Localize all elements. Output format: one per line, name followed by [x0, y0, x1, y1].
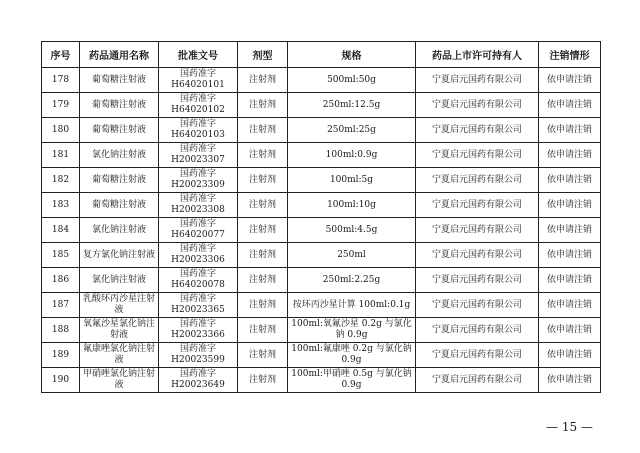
row-number: 180: [42, 118, 80, 143]
license-holder: 宁夏启元国药有限公司: [416, 343, 539, 368]
row-number: 183: [42, 193, 80, 218]
header-cell: 序号: [42, 42, 80, 68]
drug-name: 复方氯化钠注射液: [80, 243, 159, 268]
approval-prefix: 国药准字: [179, 119, 216, 129]
approval-number: [159, 343, 238, 368]
cancellation-status: 依申请注销: [539, 268, 601, 293]
approval-code: H20023307: [171, 155, 225, 165]
drug-name: 葡萄糖注射液: [80, 168, 159, 193]
drug-cancellation-table: [41, 41, 601, 393]
dosage-form: 注射剂: [238, 93, 288, 118]
table-row: [42, 218, 601, 243]
drug-name: 甲硝唑氯化钠注射液: [80, 368, 159, 393]
header-cell: 药品通用名称: [80, 42, 159, 68]
dosage-form: 注射剂: [238, 218, 288, 243]
approval-code: H20023366: [171, 330, 225, 340]
approval-code: H20023649: [171, 380, 225, 390]
approval-prefix: 国药准字: [179, 269, 216, 279]
approval-code: H64020101: [171, 80, 225, 90]
specification: 100ml:5g: [288, 168, 416, 193]
approval-code: H20023365: [171, 305, 225, 315]
table-row: [42, 318, 601, 343]
approval-code: H20023309: [171, 180, 225, 190]
drug-name: 氟康唑氯化钠注射液: [80, 343, 159, 368]
approval-code: H20023599: [171, 355, 225, 365]
dosage-form: 注射剂: [238, 368, 288, 393]
cancellation-status: 依申请注销: [539, 93, 601, 118]
dosage-form: 注射剂: [238, 143, 288, 168]
license-holder: 宁夏启元国药有限公司: [416, 268, 539, 293]
dosage-form: 注射剂: [238, 318, 288, 343]
approval-code: H20023306: [171, 255, 225, 265]
specification: 250ml:12.5g: [288, 93, 416, 118]
row-number: 188: [42, 318, 80, 343]
table-header-row: [42, 42, 601, 68]
specification: 100ml:10g: [288, 193, 416, 218]
license-holder: 宁夏启元国药有限公司: [416, 218, 539, 243]
table-row: [42, 143, 601, 168]
header-cell: 剂型: [238, 42, 288, 68]
approval-number: [159, 168, 238, 193]
drug-name: 氧氟沙星氯化钠注射液: [80, 318, 159, 343]
row-number: 187: [42, 293, 80, 318]
cancellation-status: 依申请注销: [539, 243, 601, 268]
row-number: 178: [42, 68, 80, 93]
dosage-form: 注射剂: [238, 293, 288, 318]
cancellation-status: 依申请注销: [539, 318, 601, 343]
drug-name: 葡萄糖注射液: [80, 68, 159, 93]
cancellation-status: 依申请注销: [539, 218, 601, 243]
approval-number: [159, 68, 238, 93]
specification: 250ml:25g: [288, 118, 416, 143]
approval-prefix: 国药准字: [179, 244, 216, 254]
cancellation-status: 依申请注销: [539, 193, 601, 218]
approval-number: [159, 193, 238, 218]
cancellation-status: 依申请注销: [539, 368, 601, 393]
license-holder: 宁夏启元国药有限公司: [416, 68, 539, 93]
approval-prefix: 国药准字: [179, 319, 216, 329]
approval-number: [159, 243, 238, 268]
cancellation-status: 依申请注销: [539, 68, 601, 93]
row-number: 185: [42, 243, 80, 268]
drug-name: 乳酸环丙沙星注射液: [80, 293, 159, 318]
license-holder: 宁夏启元国药有限公司: [416, 318, 539, 343]
table-row: [42, 118, 601, 143]
license-holder: 宁夏启元国药有限公司: [416, 243, 539, 268]
table-row: [42, 193, 601, 218]
license-holder: 宁夏启元国药有限公司: [416, 293, 539, 318]
drug-name: 葡萄糖注射液: [80, 118, 159, 143]
approval-code: H64020077: [171, 230, 225, 240]
specification: 500ml:4.5g: [288, 218, 416, 243]
approval-prefix: 国药准字: [179, 144, 216, 154]
specification: 100ml:甲硝唑 0.5g 与氯化钠 0.9g: [288, 368, 416, 393]
license-holder: 宁夏启元国药有限公司: [416, 368, 539, 393]
license-holder: 宁夏启元国药有限公司: [416, 168, 539, 193]
approval-code: H64020102: [171, 105, 225, 115]
approval-prefix: 国药准字: [179, 194, 216, 204]
license-holder: 宁夏启元国药有限公司: [416, 93, 539, 118]
dosage-form: 注射剂: [238, 343, 288, 368]
approval-code: H64020103: [171, 130, 225, 140]
cancellation-status: 依申请注销: [539, 168, 601, 193]
table-row: [42, 368, 601, 393]
dosage-form: 注射剂: [238, 193, 288, 218]
row-number: 179: [42, 93, 80, 118]
approval-number: [159, 118, 238, 143]
license-holder: 宁夏启元国药有限公司: [416, 193, 539, 218]
row-number: 189: [42, 343, 80, 368]
specification: 100ml:氧氟沙星 0.2g 与氯化钠 0.9g: [288, 318, 416, 343]
approval-number: [159, 93, 238, 118]
approval-number: [159, 143, 238, 168]
row-number: 182: [42, 168, 80, 193]
approval-code: H20023308: [171, 205, 225, 215]
approval-number: [159, 218, 238, 243]
license-holder: 宁夏启元国药有限公司: [416, 118, 539, 143]
approval-prefix: 国药准字: [179, 169, 216, 179]
specification: 250ml:2.25g: [288, 268, 416, 293]
header-cell: 批准文号: [159, 42, 238, 68]
table-body: [42, 68, 601, 393]
table-row: [42, 268, 601, 293]
drug-name: 氯化钠注射液: [80, 268, 159, 293]
specification: 100ml:0.9g: [288, 143, 416, 168]
specification: 按环丙沙星计算 100ml:0.1g: [288, 293, 416, 318]
table-row: [42, 168, 601, 193]
approval-prefix: 国药准字: [179, 94, 216, 104]
specification: 250ml: [288, 243, 416, 268]
drug-name: 氯化钠注射液: [80, 143, 159, 168]
page-number: — 15 —: [546, 420, 593, 434]
approval-prefix: 国药准字: [179, 369, 216, 379]
dosage-form: 注射剂: [238, 68, 288, 93]
table-row: [42, 343, 601, 368]
approval-prefix: 国药准字: [179, 69, 216, 79]
table-row: [42, 243, 601, 268]
approval-prefix: 国药准字: [179, 219, 216, 229]
table-row: [42, 68, 601, 93]
header-cell: 注销情形: [539, 42, 601, 68]
dosage-form: 注射剂: [238, 118, 288, 143]
cancellation-status: 依申请注销: [539, 343, 601, 368]
drug-name: 葡萄糖注射液: [80, 193, 159, 218]
header-cell: 规格: [288, 42, 416, 68]
cancellation-status: 依申请注销: [539, 293, 601, 318]
dosage-form: 注射剂: [238, 243, 288, 268]
dosage-form: 注射剂: [238, 268, 288, 293]
approval-number: [159, 368, 238, 393]
approval-number: [159, 268, 238, 293]
table-row: [42, 293, 601, 318]
cancellation-status: 依申请注销: [539, 143, 601, 168]
row-number: 184: [42, 218, 80, 243]
approval-prefix: 国药准字: [179, 344, 216, 354]
row-number: 190: [42, 368, 80, 393]
specification: 500ml:50g: [288, 68, 416, 93]
approval-code: H64020078: [171, 280, 225, 290]
approval-prefix: 国药准字: [179, 294, 216, 304]
cancellation-status: 依申请注销: [539, 118, 601, 143]
dosage-form: 注射剂: [238, 168, 288, 193]
table-row: [42, 93, 601, 118]
header-cell: 药品上市许可持有人: [416, 42, 539, 68]
drug-name: 葡萄糖注射液: [80, 93, 159, 118]
approval-number: [159, 293, 238, 318]
drug-name: 氯化钠注射液: [80, 218, 159, 243]
row-number: 181: [42, 143, 80, 168]
license-holder: 宁夏启元国药有限公司: [416, 143, 539, 168]
row-number: 186: [42, 268, 80, 293]
specification: 100ml:氟康唑 0.2g 与氯化钠 0.9g: [288, 343, 416, 368]
approval-number: [159, 318, 238, 343]
